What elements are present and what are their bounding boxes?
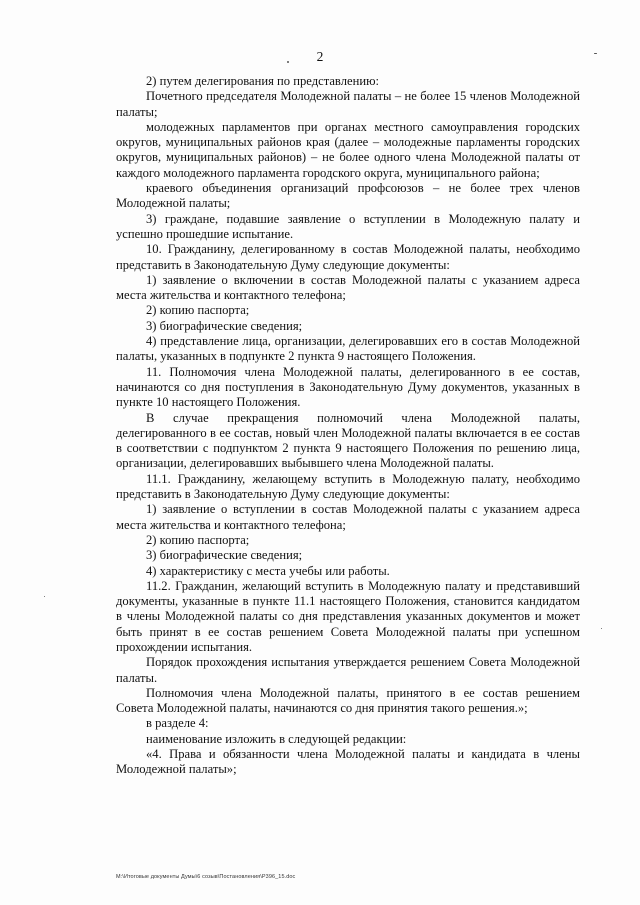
- paragraph: 3) граждане, подавшие заявление о вступлении в Молодежную палату и успешно прошедшие испытание.: [116, 211, 580, 241]
- paragraph: 3) биографические сведения;: [146, 318, 303, 333]
- scan-speck: [287, 61, 289, 63]
- paragraph: 11.2. Гражданин, желающий вступить в Молодежную палату и представивший документы, указанные в пункте 11.1 настоящего Положения, становится кандидатом в члены Молодежной палаты со дня представления указанных документов и может быть принят в ее состав решением Совета Молодежной палаты при успешном прохождении испытания.: [116, 578, 580, 654]
- paragraph: 4) представление лица, организации, делегировавших его в состав Молодежной палаты, указанных в подпункте 2 пункта 9 настоящего Положения.: [116, 334, 580, 364]
- paragraph: 4) характеристику с места учебы или работы.: [146, 563, 390, 578]
- paragraph: Порядок прохождения испытания утверждается решением Совета Молодежной палаты.: [116, 655, 580, 685]
- paragraph: наименование изложить в следующей редакции:: [146, 731, 407, 746]
- paragraph: в разделе 4:: [146, 716, 209, 731]
- paragraph: Полномочия члена Молодежной палаты, принятого в ее состав решением Совета Молодежной палаты, начинаются со дня принятия такого решения.»;: [116, 685, 580, 716]
- scan-speck: [44, 596, 45, 597]
- scan-speck: [594, 53, 597, 54]
- paragraph: «4. Права и обязанности члена Молодежной палаты и кандидата в члены Молодежной палаты»;: [116, 747, 580, 777]
- paragraph: 3) биографические сведения;: [146, 548, 303, 563]
- paragraph: 11.1. Гражданину, желающему вступить в Молодежную палату, необходимо представить в Законодательную Думу следующие документы:: [116, 471, 580, 502]
- paragraph: В случае прекращения полномочий члена Молодежной палаты, делегированного в ее состав, новый член Молодежной палаты включается в ее состав в соответствии с подпунктом 2 пункта 9 настоящего Положения по решению лица, организации, делегировавших выбывшего члена Молодежной палаты.: [116, 410, 580, 471]
- paragraph: Почетного председателя Молодежной палаты – не более 15 членов Молодежной палаты;: [116, 89, 580, 119]
- paragraph: 11. Полномочия члена Молодежной палаты, делегированного в ее состав, начинаются со дня поступления в Законодательную Думу документов, указанных в пункте 10 настоящего Положения.: [116, 364, 580, 410]
- paragraph: 2) копию паспорта;: [146, 532, 250, 547]
- page-number: 2: [316, 49, 324, 64]
- paragraph: молодежных парламентов при органах местного самоуправления городских округов, муниципальных районов края (далее – молодежные парламенты городских округов, муниципальных районов) – не более одного члена Молодежной палаты от каждого молодежного парламента городского округа, муниципального района;: [116, 119, 580, 180]
- paragraph: 2) путем делегирования по представлению:: [146, 74, 379, 88]
- paragraph: краевого объединения организаций профсоюзов – не более трех членов Молодежной палаты;: [116, 181, 580, 211]
- paragraph: 10. Гражданину, делегированному в состав Молодежной палаты, необходимо представить в Законодательную Думу следующие документы:: [116, 242, 580, 272]
- paragraph: 1) заявление о включении в состав Молодежной палаты с указанием адреса места жительства и контактного телефона;: [116, 272, 580, 303]
- footer-file-path: M:\Итоговые документы Думы\6 созыв\Постановления\P396_15.doc: [116, 874, 296, 880]
- paragraph: 2) копию паспорта;: [146, 303, 250, 318]
- document-body: [116, 74, 580, 778]
- paragraph: 1) заявление о вступлении в состав Молодежной палаты с указанием адреса места жительства и контактного телефона;: [116, 502, 580, 532]
- scan-speck: [601, 628, 602, 629]
